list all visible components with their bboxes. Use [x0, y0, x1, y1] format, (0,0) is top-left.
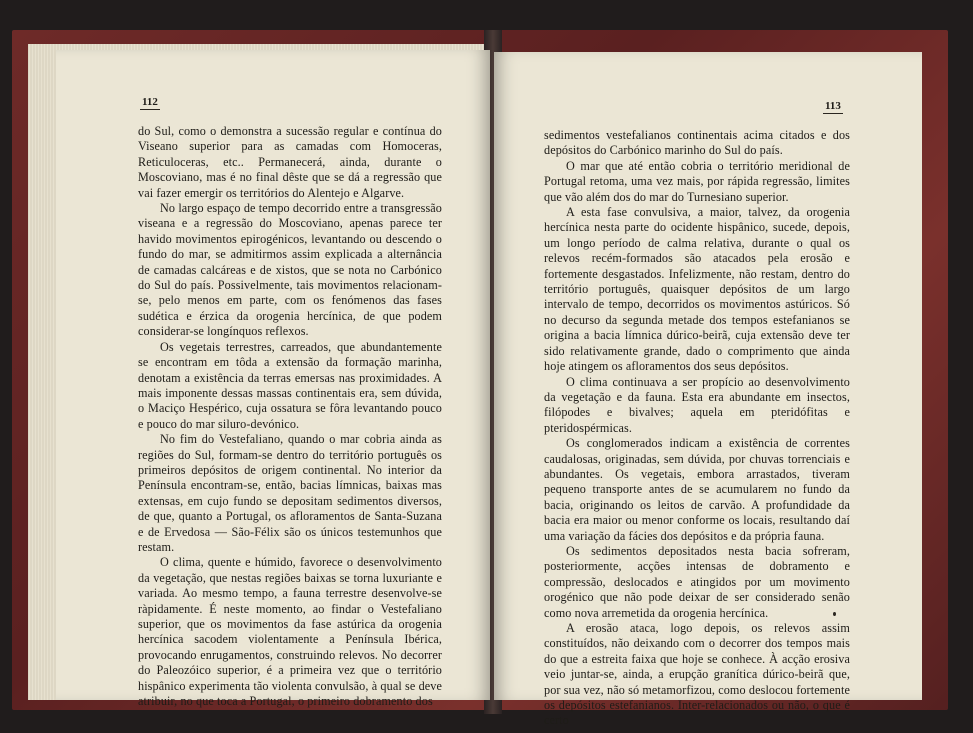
paragraph: A esta fase convulsiva, a maior, talvez, da orogenia hercínica nesta parte do ocidente hispânico, sucede, depois, um longo período de calma relativa, durante o qual os relevos recém-formados são atacados pela erosão e fortemente desgastados. Infelizmente, não restam, dentro do território português, quaisquer depósitos de um largo intervalo de tempo, decorridos os movimentos astúricos. Só no decurso da segunda metade dos tempos estefanianos se origina a bacia límnica dúrico-beirã, cuja extensão deve ter sido relativamente grande, dado o comprimento que ainda hoje atingem os afloramentos dos seus depósitos. [544, 205, 850, 374]
paragraph: Os sedimentos depositados nesta bacia sofreram, posteriormente, acções intensas de dobramento e compressão, deslocados e atingidos por um movimento orogénico que não pode deixar de ser considerado senão como nova arremetida da orogenia hercínica. [544, 543, 850, 620]
paragraph: O clima continuava a ser propício ao desenvolvimento da vegetação e da fauna. Esta era abundante em insectos, filópodes e bivalves; aquela em pteridófitas e pteridospérmicas. [544, 374, 850, 435]
page-body [138, 124, 442, 709]
left-page [56, 50, 490, 709]
page-number: 112 [142, 96, 158, 108]
page-number: 113 [825, 100, 841, 112]
printer-mark [833, 612, 836, 616]
paragraph: O clima, quente e húmido, favorece o desenvolvimento da vegetação, que nestas regiões baixas se torna luxuriante e variada. Ao mesmo tempo, a fauna terrestre desenvolve-se ràpidamente. É neste momento, ao findar o Vestefaliano superior, que os movimentos da fase astúrica da orogenia hercínica sacodem violentamente a Península Ibérica, provocando enrugamentos, construindo relevos. No decorrer do Paleozóico superior, é a primeira vez que o território hispânico experimenta tão violenta convulsão, à qual se deve atribuir, no que toca a Portugal, o primeiro dobramento dos [138, 555, 442, 709]
paragraph: Os conglomerados indicam a existência de correntes caudalosas, originadas, sem dúvida, por chuvas torrenciais e abundantes. Os vegetais, embora arrastados, tiveram pequeno transporte antes de se acumularem no fundo da bacia, originando os leitos de carvão. A profundidade da bacia era maior ou menor conforme os locais, resultando daí uma variação da fácies dos depósitos e da própria fauna. [544, 436, 850, 543]
paragraph: Os vegetais terrestres, carreados, que abundantemente se encontram em tôda a extensão da formação marinha, denotam a existência da terras emersas nas proximidades. A mais imponente dessas massas continentais era, sem dúvida, o Maciço Hespérico, cuja ossatura se fôra levantando pouco e pouco do mar siluro-devónico. [138, 339, 442, 431]
right-page [494, 52, 922, 728]
paragraph: A erosão ataca, logo depois, os relevos assim constituídos, não deixando com o decorrer dos tempos mais do que a estreita faixa que hoje se conhece. À acção erosiva veio juntar-se, ainda, a erupção granítica dúrico-beirã que, por sua vez, não só metamorfizou, como deslocou fortemente os depósitos estefanianos. Inter-relacionados ou não, o que é certo [544, 621, 850, 728]
paragraph: No fim do Vestefaliano, quando o mar cobria ainda as regiões do Sul, formam-se dentro do território português os primeiros depósitos de origem continental. No interior da Península encontram-se, então, bacias límnicas, baixas mas extensas, em cujo fundo se depositam sedimentos diversos, de que, quanto a Portugal, os afloramentos de Santa-Suzana e de Ervedosa — São-Félix são os únicos testemunhos que restam. [138, 432, 442, 554]
paragraph: No largo espaço de tempo decorrido entre a transgressão viseana e a regressão do Moscoviano, apenas parece ter havido movimentos epirogénicos, levantando ou descendo o fundo do mar, se admitirmos assim explicada a alternância de camadas calcáreas e de xistos, que se nota no Carbónico do Sul do país. Possivelmente, tais movimentos relacionam-se, pelo menos em parte, com os fenómenos das fases sudética e érzica da orogenia hercínica, de que podem considerar-se longínquos reflexos. [138, 201, 442, 339]
paragraph: do Sul, como o demonstra a sucessão regular e contínua do Viseano superior para as camadas com Homoceras, Reticuloceras, etc.. Permanecerá, ainda, durante o Moscoviano, mas é no final dêste que se dá a regressão que vai fazer emergir os territórios do Alentejo e Algarve. [138, 124, 442, 200]
page-body [544, 128, 850, 729]
paragraph: O mar que até então cobria o território meridional de Portugal retoma, uma vez mais, por rápida regressão, limites que vão além dos do mar do Turnesiano superior. [544, 158, 850, 204]
paragraph: sedimentos vestefalianos continentais acima citados e dos depósitos do Carbónico marinho do Sul do país. [544, 128, 850, 158]
